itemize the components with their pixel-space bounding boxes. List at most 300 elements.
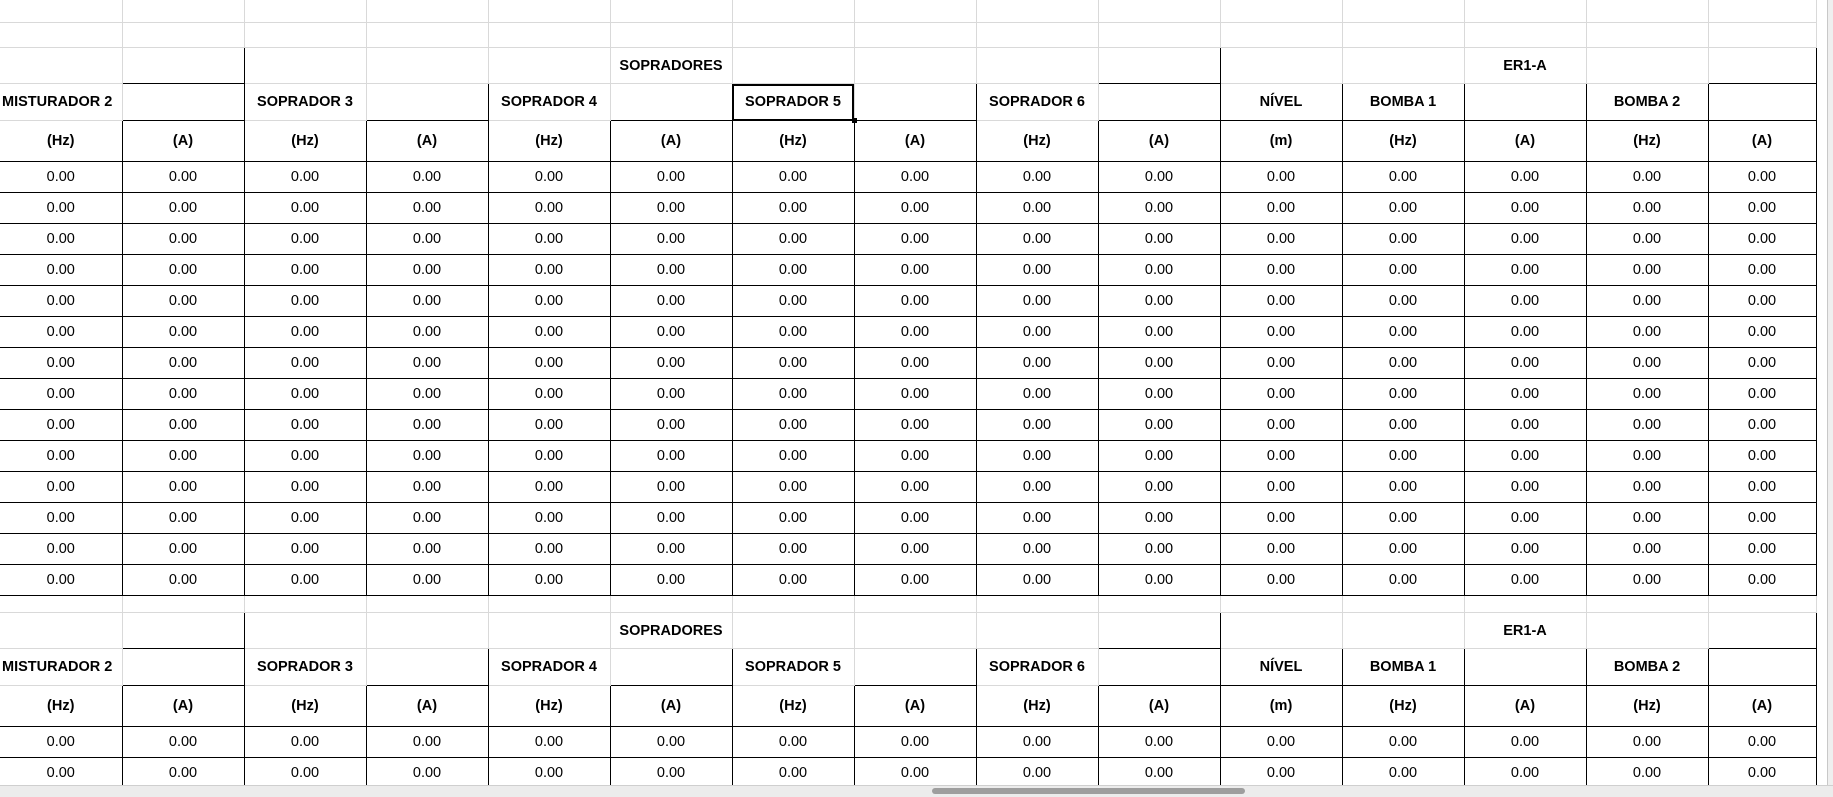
value-cell[interactable]: 0.00	[1220, 472, 1342, 503]
equipment-name-cell[interactable]	[122, 84, 244, 121]
group-header-cell[interactable]	[854, 613, 976, 649]
value-cell[interactable]: 0.00	[1586, 317, 1708, 348]
group-header-cell[interactable]	[854, 48, 976, 84]
value-cell[interactable]: 0.00	[732, 379, 854, 410]
value-cell[interactable]: 0.00	[732, 317, 854, 348]
value-cell[interactable]: 0.00	[1708, 565, 1816, 596]
value-cell[interactable]: 0.00	[610, 255, 732, 286]
group-header-cell[interactable]	[1098, 48, 1220, 84]
equipment-name-cell[interactable]	[1708, 649, 1816, 686]
vertical-scrollbar-track[interactable]	[1827, 0, 1833, 785]
value-cell[interactable]: 0.00	[976, 317, 1098, 348]
group-header-cell[interactable]: SOPRADORES	[610, 613, 732, 649]
value-cell[interactable]: 0.00	[122, 758, 244, 786]
value-cell[interactable]: 0.00	[1464, 193, 1586, 224]
value-cell[interactable]: 0.00	[1220, 410, 1342, 441]
value-cell[interactable]: 0.00	[854, 565, 976, 596]
value-cell[interactable]: 0.00	[0, 534, 122, 565]
cell[interactable]	[366, 23, 488, 48]
unit-cell[interactable]: (Hz)	[976, 121, 1098, 162]
value-cell[interactable]: 0.00	[1220, 317, 1342, 348]
value-cell[interactable]: 0.00	[1342, 503, 1464, 534]
equipment-name-cell[interactable]	[1098, 84, 1220, 121]
unit-cell[interactable]: (Hz)	[0, 686, 122, 727]
value-cell[interactable]: 0.00	[0, 758, 122, 786]
value-cell[interactable]: 0.00	[1586, 565, 1708, 596]
value-cell[interactable]: 0.00	[1220, 441, 1342, 472]
value-cell[interactable]: 0.00	[1220, 503, 1342, 534]
value-cell[interactable]: 0.00	[0, 162, 122, 193]
value-cell[interactable]: 0.00	[1220, 286, 1342, 317]
value-cell[interactable]: 0.00	[732, 410, 854, 441]
equipment-name-cell[interactable]	[854, 649, 976, 686]
value-cell[interactable]: 0.00	[976, 727, 1098, 758]
value-cell[interactable]: 0.00	[1342, 758, 1464, 786]
value-cell[interactable]: 0.00	[1342, 255, 1464, 286]
equipment-name-cell[interactable]: SOPRADOR 5	[732, 649, 854, 686]
value-cell[interactable]: 0.00	[122, 379, 244, 410]
cell[interactable]	[976, 23, 1098, 48]
cell[interactable]	[610, 23, 732, 48]
value-cell[interactable]: 0.00	[1220, 565, 1342, 596]
value-cell[interactable]: 0.00	[976, 379, 1098, 410]
group-header-cell[interactable]	[1586, 48, 1708, 84]
cell[interactable]	[1220, 0, 1342, 23]
value-cell[interactable]: 0.00	[1098, 162, 1220, 193]
equipment-name-cell[interactable]: NÍVEL	[1220, 84, 1342, 121]
group-header-cell[interactable]	[1220, 48, 1342, 84]
equipment-name-cell[interactable]	[610, 84, 732, 121]
value-cell[interactable]: 0.00	[1098, 727, 1220, 758]
group-header-cell[interactable]	[1586, 613, 1708, 649]
value-cell[interactable]: 0.00	[122, 193, 244, 224]
value-cell[interactable]: 0.00	[854, 379, 976, 410]
value-cell[interactable]: 0.00	[1464, 534, 1586, 565]
value-cell[interactable]: 0.00	[854, 534, 976, 565]
cell[interactable]	[366, 0, 488, 23]
value-cell[interactable]: 0.00	[488, 317, 610, 348]
value-cell[interactable]: 0.00	[854, 758, 976, 786]
equipment-name-cell[interactable]: NÍVEL	[1220, 649, 1342, 686]
value-cell[interactable]: 0.00	[854, 410, 976, 441]
value-cell[interactable]: 0.00	[1586, 193, 1708, 224]
equipment-name-cell[interactable]: SOPRADOR 6	[976, 84, 1098, 121]
value-cell[interactable]: 0.00	[366, 162, 488, 193]
value-cell[interactable]: 0.00	[854, 286, 976, 317]
unit-cell[interactable]: (A)	[610, 686, 732, 727]
equipment-name-cell[interactable]: SOPRADOR 6	[976, 649, 1098, 686]
equipment-name-cell[interactable]: SOPRADOR 3	[244, 84, 366, 121]
value-cell[interactable]: 0.00	[1220, 162, 1342, 193]
cell[interactable]	[1708, 596, 1816, 613]
unit-cell[interactable]: (m)	[1220, 121, 1342, 162]
value-cell[interactable]: 0.00	[488, 379, 610, 410]
value-cell[interactable]: 0.00	[122, 255, 244, 286]
unit-cell[interactable]: (A)	[1098, 686, 1220, 727]
value-cell[interactable]: 0.00	[1586, 224, 1708, 255]
cell[interactable]	[488, 0, 610, 23]
cell[interactable]	[244, 0, 366, 23]
value-cell[interactable]: 0.00	[244, 162, 366, 193]
group-header-cell[interactable]	[122, 48, 244, 84]
equipment-name-cell[interactable]: BOMBA 1	[1342, 649, 1464, 686]
value-cell[interactable]: 0.00	[0, 565, 122, 596]
value-cell[interactable]: 0.00	[0, 255, 122, 286]
cell[interactable]	[1220, 596, 1342, 613]
value-cell[interactable]: 0.00	[0, 317, 122, 348]
unit-cell[interactable]: (A)	[610, 121, 732, 162]
value-cell[interactable]: 0.00	[1098, 472, 1220, 503]
value-cell[interactable]: 0.00	[1708, 286, 1816, 317]
value-cell[interactable]: 0.00	[122, 472, 244, 503]
value-cell[interactable]: 0.00	[1342, 565, 1464, 596]
equipment-name-cell[interactable]	[366, 649, 488, 686]
value-cell[interactable]: 0.00	[1098, 286, 1220, 317]
value-cell[interactable]: 0.00	[0, 379, 122, 410]
group-header-cell[interactable]	[0, 48, 122, 84]
value-cell[interactable]: 0.00	[732, 224, 854, 255]
value-cell[interactable]: 0.00	[1342, 286, 1464, 317]
unit-cell[interactable]: (A)	[1708, 121, 1816, 162]
cell[interactable]	[488, 596, 610, 613]
cell[interactable]	[1464, 0, 1586, 23]
value-cell[interactable]: 0.00	[1220, 255, 1342, 286]
value-cell[interactable]: 0.00	[976, 286, 1098, 317]
group-header-cell[interactable]	[244, 613, 366, 649]
value-cell[interactable]: 0.00	[0, 441, 122, 472]
value-cell[interactable]: 0.00	[366, 727, 488, 758]
group-header-cell[interactable]	[244, 48, 366, 84]
value-cell[interactable]: 0.00	[1342, 193, 1464, 224]
cell[interactable]	[122, 23, 244, 48]
value-cell[interactable]: 0.00	[488, 410, 610, 441]
unit-cell[interactable]: (A)	[1708, 686, 1816, 727]
value-cell[interactable]: 0.00	[610, 441, 732, 472]
value-cell[interactable]: 0.00	[0, 286, 122, 317]
value-cell[interactable]: 0.00	[610, 348, 732, 379]
equipment-name-cell[interactable]: BOMBA 1	[1342, 84, 1464, 121]
unit-cell[interactable]: (Hz)	[1342, 686, 1464, 727]
equipment-name-cell[interactable]: BOMBA 2	[1586, 649, 1708, 686]
value-cell[interactable]: 0.00	[244, 441, 366, 472]
value-cell[interactable]: 0.00	[854, 472, 976, 503]
value-cell[interactable]: 0.00	[1708, 317, 1816, 348]
value-cell[interactable]: 0.00	[610, 565, 732, 596]
value-cell[interactable]: 0.00	[122, 441, 244, 472]
value-cell[interactable]: 0.00	[244, 758, 366, 786]
value-cell[interactable]: 0.00	[366, 193, 488, 224]
value-cell[interactable]: 0.00	[1464, 317, 1586, 348]
group-header-cell[interactable]	[366, 613, 488, 649]
unit-cell[interactable]: (Hz)	[976, 686, 1098, 727]
value-cell[interactable]: 0.00	[122, 162, 244, 193]
value-cell[interactable]: 0.00	[1708, 162, 1816, 193]
value-cell[interactable]: 0.00	[1464, 286, 1586, 317]
value-cell[interactable]: 0.00	[1708, 758, 1816, 786]
value-cell[interactable]: 0.00	[1098, 348, 1220, 379]
unit-cell[interactable]: (Hz)	[732, 121, 854, 162]
value-cell[interactable]: 0.00	[366, 317, 488, 348]
value-cell[interactable]: 0.00	[732, 758, 854, 786]
value-cell[interactable]: 0.00	[1220, 224, 1342, 255]
value-cell[interactable]: 0.00	[610, 286, 732, 317]
value-cell[interactable]: 0.00	[0, 224, 122, 255]
value-cell[interactable]: 0.00	[732, 193, 854, 224]
unit-cell[interactable]: (Hz)	[488, 686, 610, 727]
value-cell[interactable]: 0.00	[244, 410, 366, 441]
equipment-name-cell[interactable]: SOPRADOR 4	[488, 649, 610, 686]
value-cell[interactable]: 0.00	[244, 379, 366, 410]
cell[interactable]	[854, 23, 976, 48]
value-cell[interactable]: 0.00	[0, 503, 122, 534]
cell[interactable]	[122, 0, 244, 23]
equipment-name-cell[interactable]: BOMBA 2	[1586, 84, 1708, 121]
group-header-cell[interactable]	[732, 613, 854, 649]
value-cell[interactable]: 0.00	[366, 379, 488, 410]
unit-cell[interactable]: (A)	[1464, 121, 1586, 162]
value-cell[interactable]: 0.00	[1586, 472, 1708, 503]
value-cell[interactable]: 0.00	[1098, 565, 1220, 596]
value-cell[interactable]: 0.00	[488, 441, 610, 472]
value-cell[interactable]: 0.00	[610, 758, 732, 786]
cell[interactable]	[610, 596, 732, 613]
value-cell[interactable]: 0.00	[1586, 379, 1708, 410]
selected-cell[interactable]: SOPRADOR 5	[732, 84, 854, 121]
value-cell[interactable]: 0.00	[1220, 379, 1342, 410]
value-cell[interactable]: 0.00	[854, 255, 976, 286]
value-cell[interactable]: 0.00	[976, 565, 1098, 596]
cell[interactable]	[610, 0, 732, 23]
unit-cell[interactable]: (A)	[122, 686, 244, 727]
value-cell[interactable]: 0.00	[1464, 348, 1586, 379]
equipment-name-cell[interactable]	[122, 649, 244, 686]
value-cell[interactable]: 0.00	[0, 472, 122, 503]
value-cell[interactable]: 0.00	[488, 534, 610, 565]
group-header-cell[interactable]	[1098, 613, 1220, 649]
value-cell[interactable]: 0.00	[1708, 410, 1816, 441]
value-cell[interactable]: 0.00	[610, 410, 732, 441]
value-cell[interactable]: 0.00	[488, 162, 610, 193]
horizontal-scrollbar[interactable]	[0, 785, 1833, 797]
cell[interactable]	[0, 23, 122, 48]
group-header-cell[interactable]	[976, 613, 1098, 649]
unit-cell[interactable]: (m)	[1220, 686, 1342, 727]
value-cell[interactable]: 0.00	[976, 255, 1098, 286]
unit-cell[interactable]: (A)	[854, 121, 976, 162]
value-cell[interactable]: 0.00	[610, 503, 732, 534]
value-cell[interactable]: 0.00	[488, 727, 610, 758]
equipment-name-cell[interactable]: MISTURADOR 2	[0, 649, 122, 686]
value-cell[interactable]: 0.00	[1708, 193, 1816, 224]
value-cell[interactable]: 0.00	[854, 503, 976, 534]
group-header-cell[interactable]	[122, 613, 244, 649]
value-cell[interactable]: 0.00	[1342, 348, 1464, 379]
value-cell[interactable]: 0.00	[854, 441, 976, 472]
value-cell[interactable]: 0.00	[976, 162, 1098, 193]
value-cell[interactable]: 0.00	[1708, 348, 1816, 379]
unit-cell[interactable]: (A)	[366, 686, 488, 727]
cell[interactable]	[732, 0, 854, 23]
value-cell[interactable]: 0.00	[1586, 727, 1708, 758]
equipment-name-cell[interactable]	[1464, 84, 1586, 121]
value-cell[interactable]: 0.00	[1098, 534, 1220, 565]
cell[interactable]	[244, 596, 366, 613]
value-cell[interactable]: 0.00	[976, 410, 1098, 441]
value-cell[interactable]: 0.00	[1342, 727, 1464, 758]
value-cell[interactable]: 0.00	[366, 472, 488, 503]
cell[interactable]	[1342, 0, 1464, 23]
value-cell[interactable]: 0.00	[1586, 534, 1708, 565]
equipment-name-cell[interactable]: SOPRADOR 4	[488, 84, 610, 121]
value-cell[interactable]: 0.00	[1342, 379, 1464, 410]
value-cell[interactable]: 0.00	[1464, 410, 1586, 441]
unit-cell[interactable]: (A)	[1464, 686, 1586, 727]
value-cell[interactable]: 0.00	[1464, 441, 1586, 472]
value-cell[interactable]: 0.00	[732, 727, 854, 758]
unit-cell[interactable]: (Hz)	[488, 121, 610, 162]
value-cell[interactable]: 0.00	[976, 472, 1098, 503]
value-cell[interactable]: 0.00	[732, 286, 854, 317]
value-cell[interactable]: 0.00	[1708, 472, 1816, 503]
equipment-name-cell[interactable]	[1708, 84, 1816, 121]
value-cell[interactable]: 0.00	[1098, 193, 1220, 224]
value-cell[interactable]: 0.00	[244, 534, 366, 565]
equipment-name-cell[interactable]	[1464, 649, 1586, 686]
value-cell[interactable]: 0.00	[1464, 472, 1586, 503]
cell[interactable]	[488, 23, 610, 48]
value-cell[interactable]: 0.00	[366, 255, 488, 286]
value-cell[interactable]: 0.00	[122, 224, 244, 255]
value-cell[interactable]: 0.00	[1098, 255, 1220, 286]
group-header-cell[interactable]	[1342, 613, 1464, 649]
equipment-name-cell[interactable]	[1098, 649, 1220, 686]
value-cell[interactable]: 0.00	[732, 565, 854, 596]
group-header-cell[interactable]	[1342, 48, 1464, 84]
value-cell[interactable]: 0.00	[488, 348, 610, 379]
equipment-name-cell[interactable]: SOPRADOR 3	[244, 649, 366, 686]
cell[interactable]	[976, 0, 1098, 23]
value-cell[interactable]: 0.00	[1464, 727, 1586, 758]
value-cell[interactable]: 0.00	[366, 410, 488, 441]
value-cell[interactable]: 0.00	[732, 503, 854, 534]
value-cell[interactable]: 0.00	[488, 224, 610, 255]
value-cell[interactable]: 0.00	[366, 565, 488, 596]
cell[interactable]	[1464, 596, 1586, 613]
value-cell[interactable]: 0.00	[244, 503, 366, 534]
unit-cell[interactable]: (A)	[366, 121, 488, 162]
value-cell[interactable]: 0.00	[1464, 162, 1586, 193]
value-cell[interactable]: 0.00	[244, 255, 366, 286]
unit-cell[interactable]: (Hz)	[1586, 121, 1708, 162]
value-cell[interactable]: 0.00	[1098, 224, 1220, 255]
value-cell[interactable]: 0.00	[1220, 348, 1342, 379]
value-cell[interactable]: 0.00	[610, 193, 732, 224]
cell[interactable]	[1708, 23, 1816, 48]
value-cell[interactable]: 0.00	[976, 193, 1098, 224]
value-cell[interactable]: 0.00	[976, 534, 1098, 565]
value-cell[interactable]: 0.00	[610, 162, 732, 193]
value-cell[interactable]: 0.00	[1342, 472, 1464, 503]
value-cell[interactable]: 0.00	[976, 441, 1098, 472]
cell[interactable]	[1098, 596, 1220, 613]
group-header-cell[interactable]: ER1-A	[1464, 48, 1586, 84]
unit-cell[interactable]: (Hz)	[244, 121, 366, 162]
value-cell[interactable]: 0.00	[1586, 348, 1708, 379]
value-cell[interactable]: 0.00	[732, 162, 854, 193]
value-cell[interactable]: 0.00	[1586, 503, 1708, 534]
value-cell[interactable]: 0.00	[244, 565, 366, 596]
cell[interactable]	[1586, 23, 1708, 48]
cell[interactable]	[732, 23, 854, 48]
value-cell[interactable]: 0.00	[366, 348, 488, 379]
value-cell[interactable]: 0.00	[1464, 503, 1586, 534]
value-cell[interactable]: 0.00	[488, 565, 610, 596]
value-cell[interactable]: 0.00	[610, 224, 732, 255]
value-cell[interactable]: 0.00	[1586, 441, 1708, 472]
value-cell[interactable]: 0.00	[1708, 441, 1816, 472]
equipment-name-cell[interactable]: MISTURADOR 2	[0, 84, 122, 121]
value-cell[interactable]: 0.00	[1586, 758, 1708, 786]
value-cell[interactable]: 0.00	[1708, 255, 1816, 286]
cell[interactable]	[854, 596, 976, 613]
group-header-cell[interactable]	[1708, 613, 1816, 649]
value-cell[interactable]: 0.00	[122, 286, 244, 317]
value-cell[interactable]: 0.00	[610, 379, 732, 410]
value-cell[interactable]: 0.00	[732, 472, 854, 503]
value-cell[interactable]: 0.00	[244, 193, 366, 224]
value-cell[interactable]: 0.00	[1098, 441, 1220, 472]
group-header-cell[interactable]: ER1-A	[1464, 613, 1586, 649]
value-cell[interactable]: 0.00	[1098, 379, 1220, 410]
cell[interactable]	[366, 596, 488, 613]
cell[interactable]	[976, 596, 1098, 613]
group-header-cell[interactable]	[0, 613, 122, 649]
value-cell[interactable]: 0.00	[1708, 727, 1816, 758]
value-cell[interactable]: 0.00	[1708, 503, 1816, 534]
value-cell[interactable]: 0.00	[0, 193, 122, 224]
value-cell[interactable]: 0.00	[610, 317, 732, 348]
value-cell[interactable]: 0.00	[1464, 379, 1586, 410]
value-cell[interactable]: 0.00	[1220, 193, 1342, 224]
unit-cell[interactable]: (A)	[854, 686, 976, 727]
value-cell[interactable]: 0.00	[1220, 727, 1342, 758]
cell[interactable]	[1464, 23, 1586, 48]
unit-cell[interactable]: (Hz)	[0, 121, 122, 162]
value-cell[interactable]: 0.00	[1586, 255, 1708, 286]
value-cell[interactable]: 0.00	[366, 758, 488, 786]
value-cell[interactable]: 0.00	[0, 727, 122, 758]
value-cell[interactable]: 0.00	[854, 727, 976, 758]
equipment-name-cell[interactable]	[854, 84, 976, 121]
horizontal-scrollbar-thumb[interactable]	[932, 788, 1245, 794]
value-cell[interactable]: 0.00	[1342, 224, 1464, 255]
value-cell[interactable]: 0.00	[1464, 758, 1586, 786]
value-cell[interactable]: 0.00	[1220, 534, 1342, 565]
value-cell[interactable]: 0.00	[1708, 534, 1816, 565]
value-cell[interactable]: 0.00	[244, 727, 366, 758]
group-header-cell[interactable]	[1220, 613, 1342, 649]
cell[interactable]	[854, 0, 976, 23]
value-cell[interactable]: 0.00	[488, 472, 610, 503]
value-cell[interactable]: 0.00	[610, 727, 732, 758]
value-cell[interactable]: 0.00	[122, 410, 244, 441]
value-cell[interactable]: 0.00	[1464, 224, 1586, 255]
cell[interactable]	[1708, 0, 1816, 23]
value-cell[interactable]: 0.00	[1586, 410, 1708, 441]
cell[interactable]	[1586, 596, 1708, 613]
value-cell[interactable]: 0.00	[1098, 758, 1220, 786]
unit-cell[interactable]: (A)	[122, 121, 244, 162]
